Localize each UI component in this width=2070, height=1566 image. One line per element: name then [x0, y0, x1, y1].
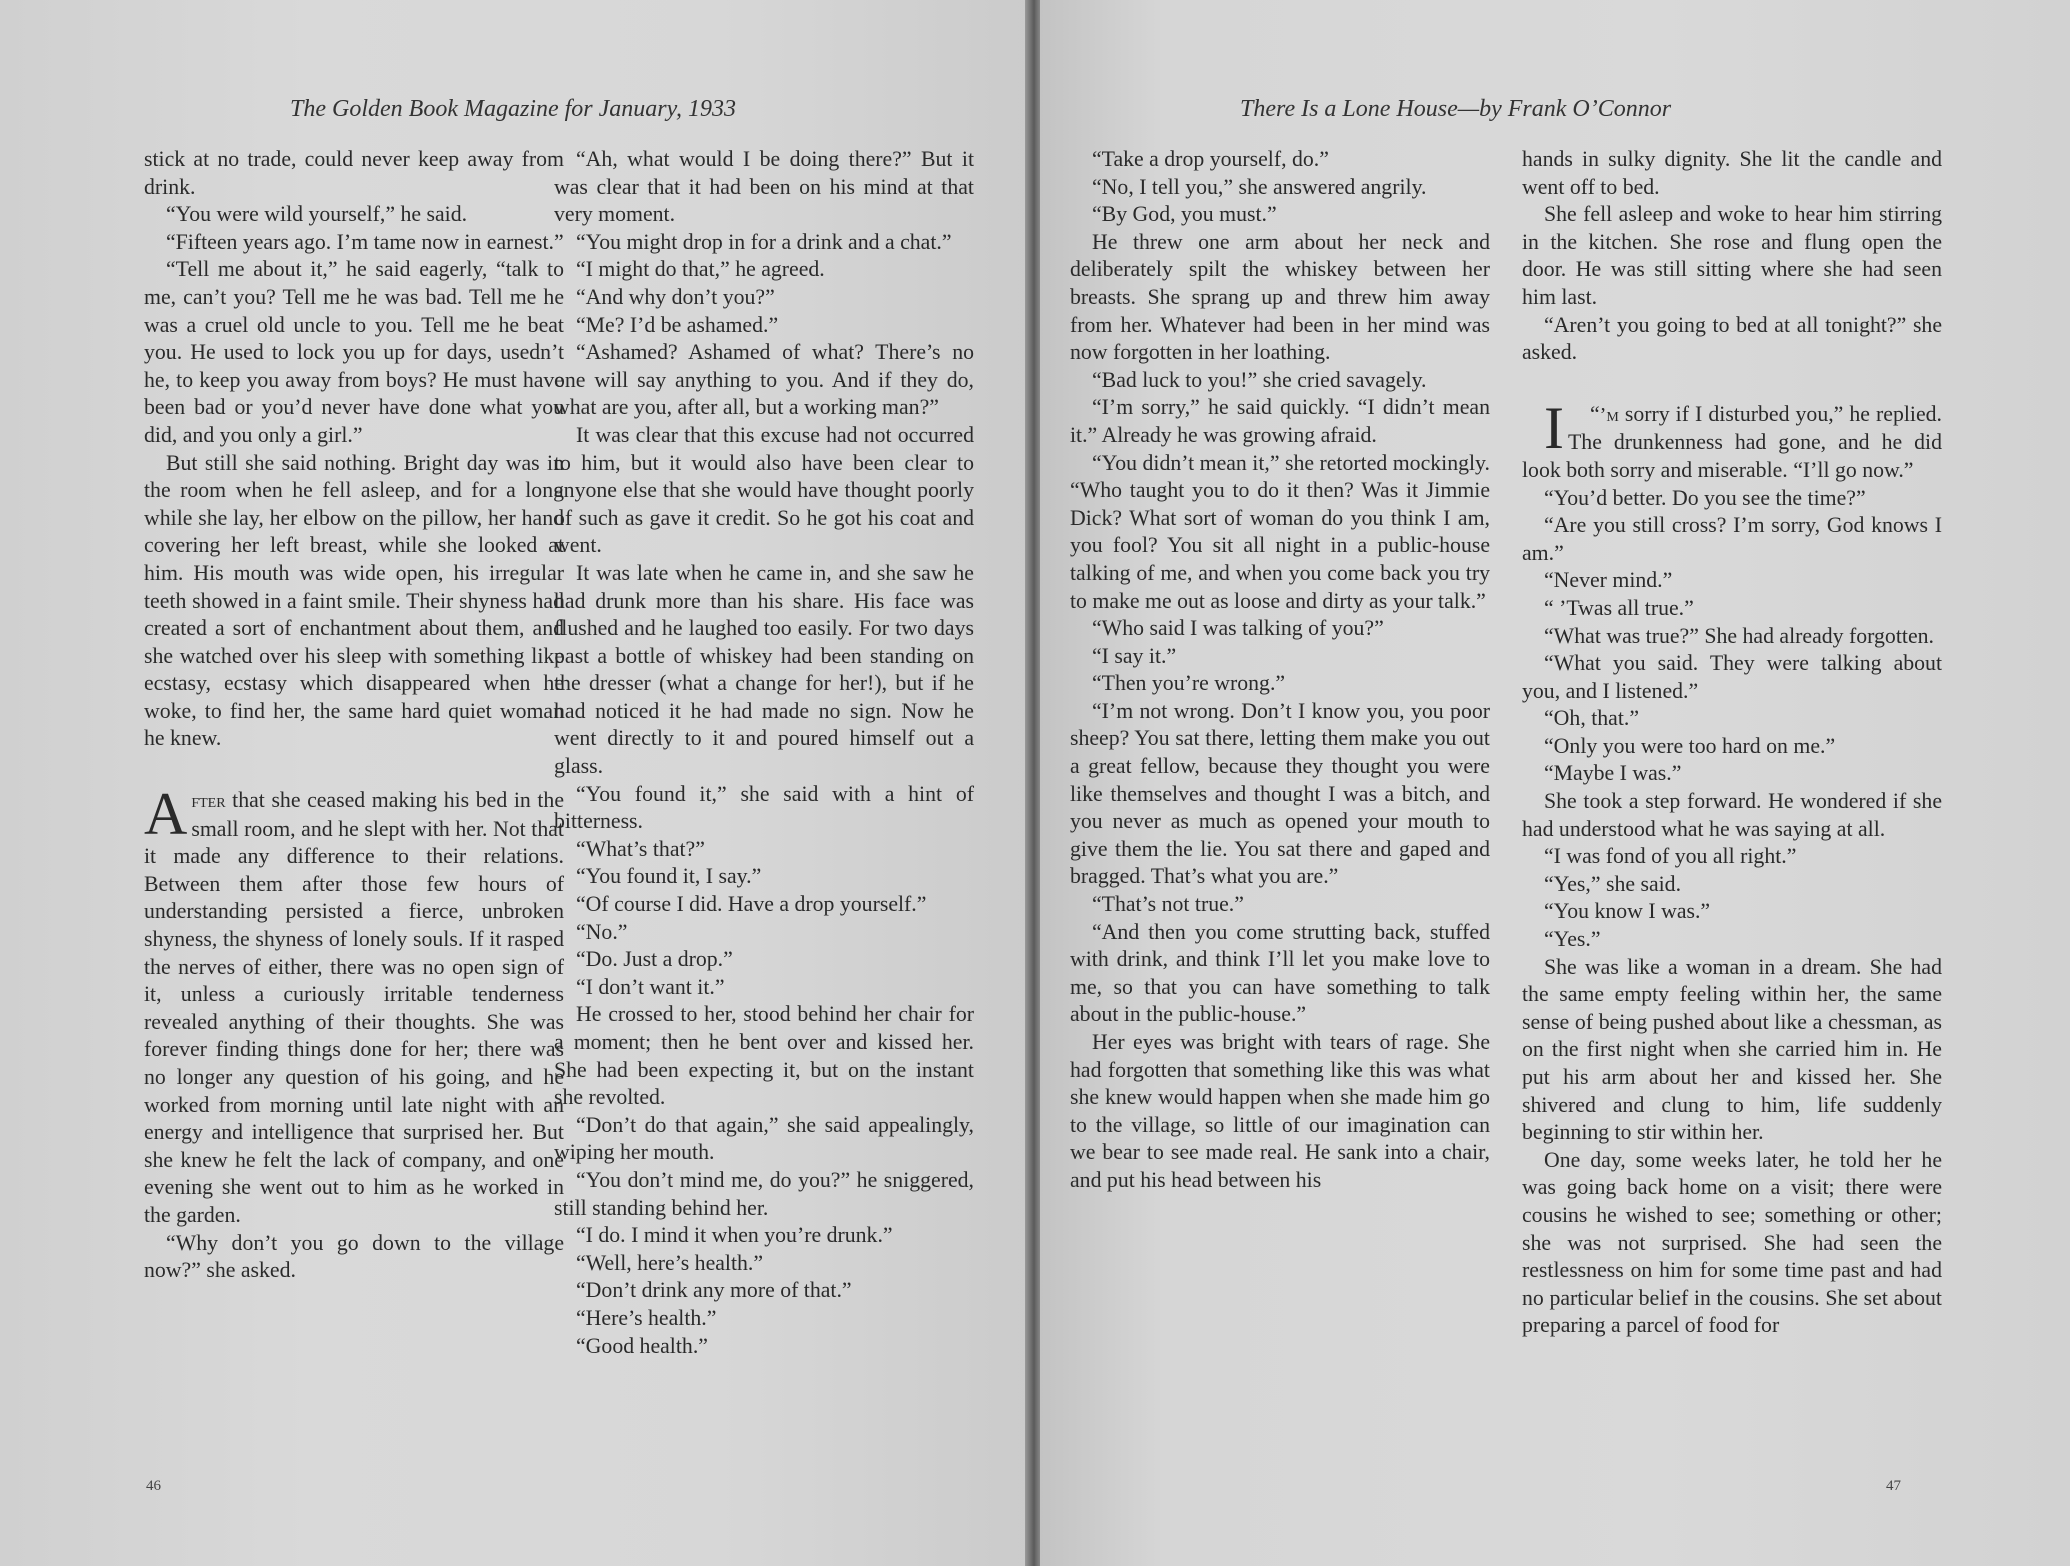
- paragraph: “What’s that?”: [576, 836, 705, 861]
- paragraph: Her eyes was bright with tears of rage. She had forgotten that something like this was what she knew would happen when she made him go to the village, so little of our imagination can we bear to see made real. He sank into a chair, and put his head between his: [1070, 1030, 1490, 1192]
- paragraph: One day, some weeks later, he told her he was going back home on a visit; there were cousins he wished to see; something or other; she was not surprised. She had seen the restlessness on him for some time past and had no particular belief in the cousins. She set about preparing a parcel of food for: [1522, 1147, 1942, 1338]
- paragraph: “Yes,” she said.: [1544, 871, 1682, 896]
- drop-cap: I: [1544, 394, 1564, 461]
- paragraph: “What you said. They were talking about you, and I listened.”: [1522, 651, 1942, 703]
- paragraph: “Don’t do that again,” she said appealingly, wiping her mouth.: [554, 1112, 974, 1165]
- paragraph: “And why don’t you?”: [576, 284, 775, 309]
- paragraph: “You were wild yourself,” he said.: [166, 202, 468, 227]
- paragraph: “Don’t drink any more of that.”: [576, 1278, 852, 1303]
- paragraph: “Tell me about it,” he said eagerly, “talk to me, can’t you? Tell me he was bad. Tell me he was a cruel old uncle to you. Tell me he beat you. He used to lock you up for days, usedn’t he, to keep you away from boys? He must have been bad or you’d never have done what you did, and you only a girl.”: [144, 257, 564, 447]
- left-page: [0, 0, 1030, 1566]
- paragraph: “Oh, that.”: [1544, 706, 1640, 731]
- paragraph: “No, I tell you,” she answered angrily.: [1092, 174, 1427, 199]
- paragraph: hands in sulky dignity. She lit the candle and went off to bed.: [1522, 147, 1942, 199]
- paragraph: “You’d better. Do you see the time?”: [1544, 485, 1866, 510]
- running-head-left: The Golden Book Magazine for January, 1933: [290, 96, 736, 122]
- paragraph: “I do. I mind it when you’re drunk.”: [576, 1223, 893, 1248]
- paragraph: “You found it, I say.”: [576, 864, 762, 889]
- paragraph: “I’m not wrong. Don’t I know you, you poor sheep? You sat there, letting them make you out a great fellow, because they thought you were like themselves and thought I was a bitch, and you never as much as opened your mouth to give them the lie. You sat there and gaped and bragged. That’s what you are.”: [1070, 698, 1490, 889]
- paragraph: It was late when he came in, and she saw he had drunk more than his share. His face was flushed and he laughed too easily. For two days past a bottle of whiskey had been standing on the dresser (what a change for her!), but if he had noticed it he had made no sign. Now he went directly to it and poured himself out a glass.: [554, 560, 974, 779]
- paragraph: “Take a drop yourself, do.”: [1092, 147, 1329, 171]
- running-head-right: There Is a Lone House—by Frank O’Connor: [1240, 96, 1672, 122]
- page-number-left: 46: [146, 1478, 161, 1494]
- paragraph: “Never mind.”: [1544, 568, 1673, 593]
- paragraph: “Here’s health.”: [576, 1305, 717, 1330]
- paragraph: “I might do that,” he agreed.: [576, 257, 825, 282]
- paragraph: “Are you still cross? I’m sorry, God knows I am.”: [1522, 513, 1942, 565]
- paragraph: “You found it,” she said with a hint of bitterness.: [554, 781, 974, 834]
- paragraph: “Fifteen years ago. I’m tame now in earnest.”: [166, 229, 564, 254]
- right-column-1: [1070, 146, 1490, 1195]
- paragraph: “Ah, what would I be doing there?” But it was clear that it had been on his mind at that very moment.: [554, 147, 974, 227]
- paragraph: “Me? I’d be ashamed.”: [576, 312, 779, 337]
- paragraph: “That’s not true.”: [1092, 892, 1244, 917]
- paragraph: “I was fond of you all right.”: [1544, 844, 1797, 869]
- paragraph: “Yes.”: [1544, 927, 1601, 952]
- paragraph: “Then you’re wrong.”: [1092, 671, 1286, 696]
- paragraph: “By God, you must.”: [1092, 202, 1277, 227]
- paragraph: “Well, here’s health.”: [576, 1250, 764, 1275]
- paragraph: stick at no trade, could never keep away from drink.: [144, 147, 564, 199]
- paragraph: “And then you come strutting back, stuffed with drink, and think I’ll let you make love to me, so that you can have something to talk about in the public-house.”: [1070, 919, 1490, 1027]
- paragraph: “Do. Just a drop.”: [576, 947, 733, 972]
- paragraph: “Who said I was talking of you?”: [1092, 616, 1384, 641]
- paragraph: “I say it.”: [1092, 643, 1177, 668]
- paragraph: “I don’t want it.”: [576, 974, 725, 999]
- page-number-right: 47: [1886, 1478, 1901, 1494]
- paragraph: “Only you were too hard on me.”: [1544, 733, 1836, 758]
- paragraph: She took a step forward. He wondered if she had understood what he was saying at all.: [1522, 789, 1942, 841]
- paragraph: “You know I was.”: [1544, 899, 1711, 924]
- paragraph: “You don’t mind me, do you?” he sniggered, still standing behind her.: [554, 1167, 974, 1220]
- paragraph: “Good health.”: [576, 1333, 708, 1358]
- right-column-2: [1522, 146, 1942, 1340]
- paragraph: “You might drop in for a drink and a chat.”: [576, 229, 952, 254]
- paragraph: He crossed to her, stood behind her chair for a moment; then he bent over and kissed her. She had been expecting it, but on the instant she revolted.: [554, 1002, 974, 1110]
- paragraph: It was clear that this excuse had not occurred to him, but it would also have been clear to anyone else that she would have thought poorly of such as gave it credit. So he got his coat and went.: [554, 422, 974, 558]
- paragraph: “No.”: [576, 919, 628, 944]
- paragraph: “I’m sorry,” he said quickly. “I didn’t mean it.” Already he was growing afraid.: [1070, 395, 1490, 447]
- paragraph: She was like a woman in a dream. She had the same empty feeling within her, the same sense of being pushed about like a chessman, as on the first night when she carried him in. He put his arm about her and kissed her. She shivered and clung to him, life suddenly beginning to stir within her.: [1522, 954, 1942, 1145]
- paragraph: “Bad luck to you!” she cried savagely.: [1092, 367, 1427, 392]
- paragraph: “Why don’t you go down to the village now?” she asked.: [144, 1230, 564, 1283]
- left-column-1: [144, 146, 564, 1285]
- paragraph: “Ashamed? Ashamed of what? There’s no one will say anything to you. And if they do, what are you, after all, but a working man?”: [554, 340, 974, 420]
- paragraph: “Aren’t you going to bed at all tonight?” she asked.: [1522, 312, 1942, 365]
- paragraph: “ ’Twas all true.”: [1544, 595, 1694, 620]
- left-column-2: [554, 146, 974, 1360]
- section-start-paragraph: “ I ’m sorry if I disturbed you,” he replied. The drunkenness had gone, and he did look both sorry and miserable. “I’ll go now.”: [1522, 394, 1942, 482]
- paragraph: She fell asleep and woke to hear him stirring in the kitchen. She rose and flung open the door. He was still sitting where she had seen him last.: [1522, 202, 1942, 309]
- section-start-paragraph: After that she ceased making his bed in the small room, and he slept with her. Not that it made any difference to their relations. Between them after those few hours of understanding persisted a fierce, unbroken shyness, the shyness of lonely souls. If it rasped the nerves of either, there was no open sign of it, unless a curiously irritable tenderness revealed anything of their thoughts. She was forever finding things done for her; there was no longer any question of his going, and he worked from morning until late night with an energy and intelligence that surprised her. But she knew he felt the lack of company, and one evening she went out to him as he worked in the garden.: [144, 781, 564, 1227]
- paragraph: “You didn’t mean it,” she retorted mockingly. “Who taught you to do it then? Was it Jimmie Dick? What sort of woman do you think I am, you fool? You sit all night in a public-house talking of me, and when you come back you try to make me out as loose and dirty as your talk.”: [1070, 450, 1490, 613]
- drop-cap: A: [144, 781, 188, 848]
- paragraph: But still she said nothing. Bright day was in the room when he fell asleep, and for a long while she lay, her elbow on the pillow, her hand covering her left breast, while she looked at him. His mouth was wide open, his irregular teeth showed in a faint smile. Their shyness had created a sort of enchantment about them, and she watched over his sleep with something like ecstasy, ecstasy which disappeared when he woke, to find her, the same hard quiet woman he knew.: [144, 450, 564, 751]
- paragraph: He threw one arm about her neck and deliberately spilt the whiskey between her breasts. She sprang up and threw him away from her. Whatever had been in her mind was now forgotten in her loathing.: [1070, 229, 1490, 365]
- paragraph: “Maybe I was.”: [1544, 761, 1682, 786]
- right-page: [1040, 0, 2070, 1566]
- paragraph: “What was true?” She had already forgotten.: [1544, 623, 1934, 648]
- paragraph: “Of course I did. Have a drop yourself.”: [576, 892, 927, 917]
